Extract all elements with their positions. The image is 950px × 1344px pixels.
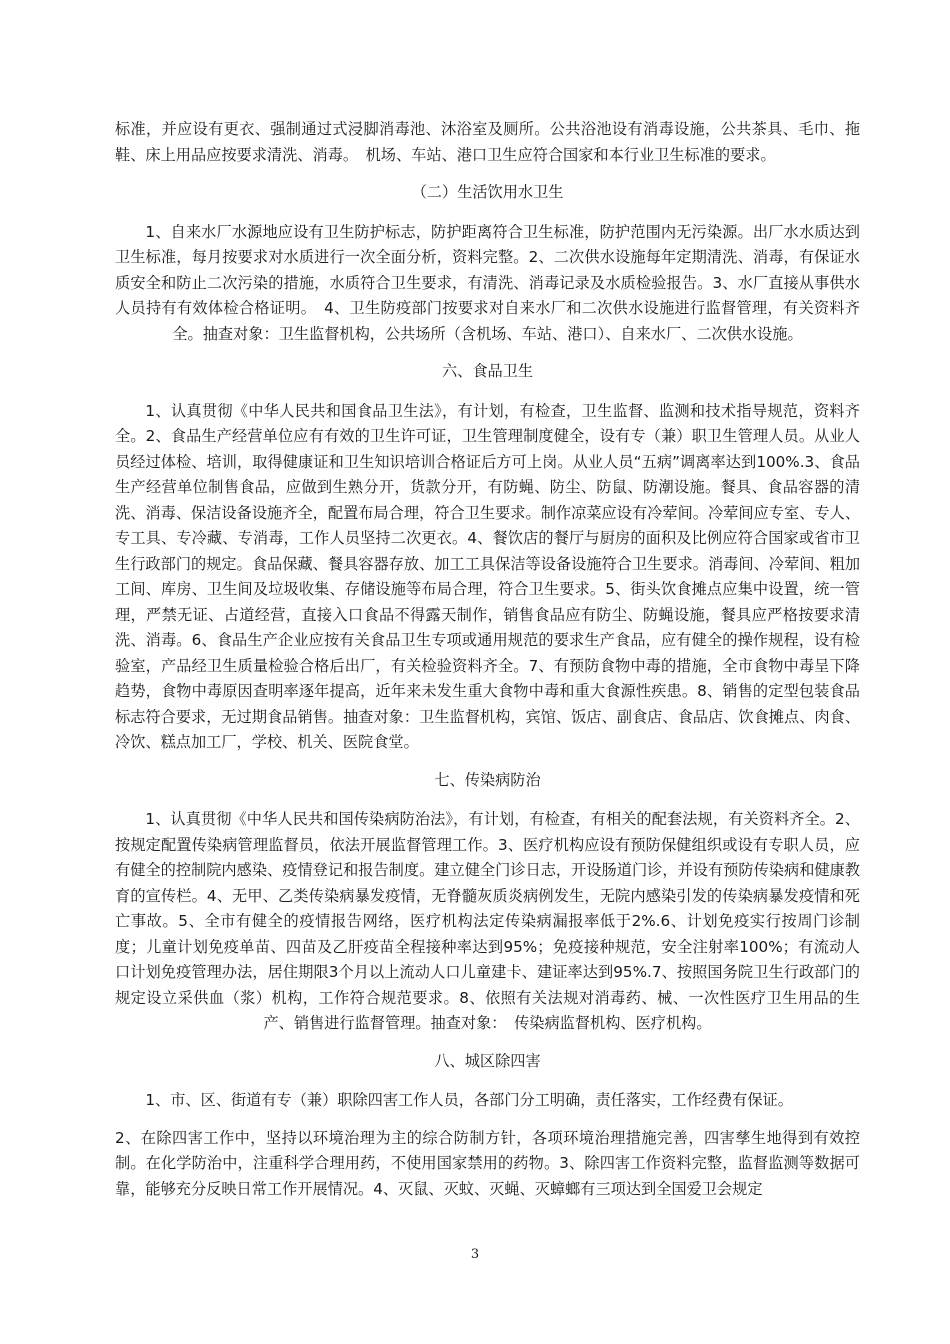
paragraph-water: 1、自来水厂水源地应设有卫生防护标志，防护距离符合卫生标准，防护范围内无污染源。出厂水水质达到卫生标准，每月按要求对水质进行一次全面分析，资料完整。2、二次供水设施每年定期清洗、消毒，有保证水质安全和防止二次污染的措施，水质符合卫生要求，有清洗、消毒记录及水质检验报告。3、水厂直接从事供水人员持有有效体检合格证明。 4、卫生防疫部门按要求对自来水厂和二次供水设施进行监督管理，有关资料齐全。抽查对象：卫生监督机构，公共场所（含机场、车站、港口）、自来水厂、二次供水设施。	[115, 222, 860, 343]
heading-water: （二）生活饮用水卫生	[411, 183, 564, 201]
heading-food: 六、食品卫生	[441, 362, 534, 380]
paragraph-intro: 标准，并应设有更衣、强制通过式浸脚消毒池、沐浴室及厕所。公共浴池设有消毒设施，公共茶具、毛巾、拖鞋、床上用品应按要求清洗、消毒。 机场、车站、港口卫生应符合国家和本行业卫生标准的要求。	[115, 120, 860, 164]
document-body	[115, 117, 860, 1202]
page-number: 3	[470, 1247, 480, 1262]
paragraph-food: 1、认真贯彻《中华人民共和国食品卫生法》，有计划，有检查，卫生监督、监测和技术指导规范，资料齐全。2、食品生产经营单位应有有效的卫生许可证，卫生管理制度健全，设有专（兼）职卫生管理人员。从业人员经过体检、培训，取得健康证和卫生知识培训合格证后方可上岗。从业人员“五病”调离率达到100%.3、食品生产经营单位制售食品，应做到生熟分开，货款分开，有防蝇、防尘、防鼠、防潮设施。餐具、食品容器的清洗、消毒、保洁设备设施齐全，配置布局合理，符合卫生要求。制作凉菜应设有冷荤间。冷荤间应专室、专人、专工具、专冷藏、专消毒，工作人员坚持二次更衣。4、餐饮店的餐厅与厨房的面积及比例应符合国家或省市卫生行政部门的规定。食品保藏、餐具容器存放、加工工具保洁等设备设施符合卫生要求。消毒间、冷荤间、粗加工间、库房、卫生间及垃圾收集、存储设施等布局合理，符合卫生要求。5、街头饮食摊点应集中设置，统一管理，严禁无证、占道经营，直接入口食品不得露天制作，销售食品应有防尘、防蝇设施，餐具应严格按要求清洗、消毒。6、食品生产企业应按有关食品卫生专项或通用规范的要求生产食品，应有健全的操作规程，设有检验室，产品经卫生质量检验合格后出厂，有关检验资料齐全。7、有预防食物中毒的措施，全市食物中毒呈下降趋势，食物中毒原因查明率逐年提高，近年来未发生重大食物中毒和重大食源性疾患。8、销售的定型包装食品标志符合要求，无过期食品销售。抽查对象：卫生监督机构，宾馆、饭店、副食店、食品店、饮食摊点、肉食、冷饮、糕点加工厂，学校、机关、医院食堂。	[115, 401, 860, 751]
paragraph-disease: 1、认真贯彻《中华人民共和国传染病防治法》，有计划，有检查，有相关的配套法规，有关资料齐全。2、按规定配置传染病管理监督员，依法开展监督管理工作。3、医疗机构应设有预防保健组织或设有专职人员，应有健全的控制院内感染、疫情登记和报告制度。建立健全门诊日志，开设肠道门诊，并设有预防传染病和健康教育的宣传栏。4、无甲、乙类传染病暴发疫情，无脊髓灰质炎病例发生，无院内感染引发的传染病暴发疫情和死亡事故。5、全市有健全的疫情报告网络，医疗机构法定传染病漏报率低于2%.6、计划免疫实行按周门诊制度；儿童计划免疫单苗、四苗及乙肝疫苗全程接种率达到95%；免疫接种规范，安全注射率100%；有流动人口计划免疫管理办法，居住期限3个月以上流动人口儿童建卡、建证率达到95%.7、按照国务院卫生行政部门的规定设立采供血（浆）机构，工作符合规范要求。8、依照有关法规对消毒药、械、一次性医疗卫生用品的生产、销售进行监督管理。抽查对象： 传染病监督机构、医疗机构。	[115, 810, 860, 1032]
heading-pests: 八、城区除四害	[434, 1051, 541, 1070]
paragraph-pests-2: 2、在除四害工作中，坚持以环境治理为主的综合防制方针，各项环境治理措施完善，四害孳生地得到有效控制。在化学防治中，注重科学合理用药，不使用国家禁用的药物。3、除四害工作资料完整，监督监测等数据可靠，能够充分反映日常工作开展情况。4、灭鼠、灭蚊、灭蝇、灭蟑螂有三项达到全国爱卫会规定	[115, 1128, 860, 1198]
paragraph-pests-1: 1、市、区、街道有专（兼）职除四害工作人员，各部门分工明确，责任落实，工作经费有保证。	[145, 1091, 793, 1109]
heading-disease: 七、传染病防治	[434, 770, 541, 789]
